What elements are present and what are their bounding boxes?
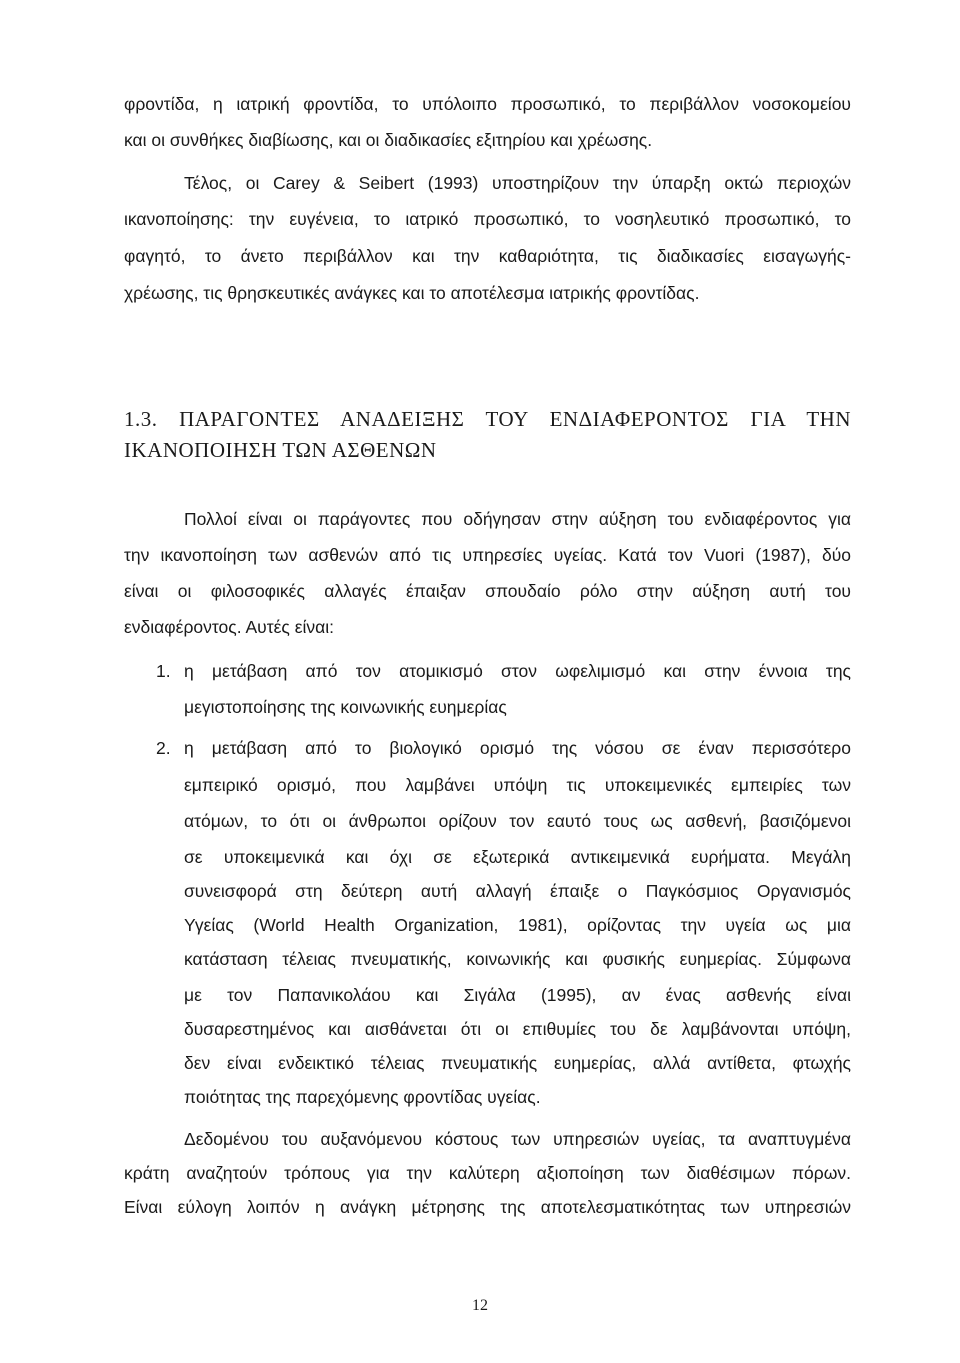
text-line: Δεδομένου του αυξανόμενου κόστους των υπηρεσιών υγείας, τα αναπτυγμένα [184,1129,851,1149]
text-line: ατόμων, το ότι οι άνθρωποι ορίζουν τον εαυτό τους ως ασθενή, βασιζόμενοι [184,811,851,831]
text-line: Πολλοί είναι οι παράγοντες που οδήγησαν στην αύξηση του ενδιαφέροντος για [184,509,851,529]
text-line: κράτη αναζητούν τρόπους για την καλύτερη αξιοποίηση των διαθέσιμων πόρων. [124,1163,851,1183]
text-line: εμπειρικό ορισμό, που λαμβάνει υπόψη τις υποκειμενικές εμπειρίες των [184,775,851,795]
text-line: την ικανοποίηση των ασθενών από τις υπηρεσίες υγείας. Κατά τον Vuori (1987), δύο [124,545,851,565]
text-line: η μετάβαση από το βιολογικό ορισμό της νόσου σε έναν περισσότερο [184,738,851,758]
text-line: Υγείας (World Health Organization, 1981), ορίζοντας την υγεία ως μια [184,915,851,935]
text-line: συνεισφορά στη δεύτερη αυτή αλλαγή έπαιξε ο Παγκόσμιος Οργανισμός [184,881,851,901]
text-line: χρέωσης, τις θρησκευτικές ανάγκες και το αποτέλεσμα ιατρικής φροντίδας. [124,283,700,303]
text-line: ποιότητας της παρεχόμενης φροντίδας υγείας. [184,1087,541,1107]
heading-line: 1.3. ΠΑΡΑΓΟΝΤΕΣ ΑΝΑΔΕΙΞΗΣ ΤΟΥ ΕΝΔΙΑΦΕΡΟΝΤΟΣ ΓΙΑ ΤΗΝ [124,407,851,431]
text-line: η μετάβαση από τον ατομικισμό στον ωφελιμισμό και στην έννοια της [184,661,851,681]
heading-line: ΙΚΑΝΟΠΟΙΗΣΗ ΤΩΝ ΑΣΘΕΝΩΝ [124,438,437,462]
page-number: 12 [472,1297,488,1314]
text-line: σε υποκειμενικά και όχι σε εξωτερικά αντικειμενικά ευρήματα. Μεγάλη [184,847,851,867]
text-line: μεγιστοποίησης της κοινωνικής ευημερίας [184,697,507,717]
text-line: φαγητό, το άνετο περιβάλλον και την καθαριότητα, τις διαδικασίες εισαγωγής- [124,246,851,266]
text-line: και οι συνθήκες διαβίωσης, και οι διαδικασίες εξιτηρίου και χρέωσης. [124,130,653,150]
text-line: είναι οι φιλοσοφικές αλλαγές έπαιξαν σπουδαίο ρόλο στην αύξηση αυτή του [124,581,851,601]
text-line: Είναι εύλογη λοιπόν η ανάγκη μέτρησης της αποτελεσματικότητας των υπηρεσιών [124,1197,851,1217]
text-line: δυσαρεστημένος και αισθάνεται ότι οι επιθυμίες του δε λαμβάνονται υπόψη, [184,1019,851,1039]
text-line: Τέλος, οι Carey & Seibert (1993) υποστηρίζουν την ύπαρξη οκτώ περιοχών [184,173,851,193]
list-number: 1. [156,661,171,681]
text-line: φροντίδα, η ιατρική φροντίδα, το υπόλοιπο προσωπικό, το περιβάλλον νοσοκομείου [124,94,851,114]
list-number: 2. [156,738,171,758]
text-line: με τον Παπανικολάου και Σιγάλα (1995), αν ένας ασθενής είναι [184,985,851,1005]
text-line: ικανοποίησης: την ευγένεια, το ιατρικό προσωπικό, το νοσηλευτικό προσωπικό, το [124,209,851,229]
text-line: δεν είναι ενδεικτικό τέλειας πνευματικής ευημερίας, αλλά αντίθετα, φτωχής [184,1053,851,1073]
text-line: ενδιαφέροντος. Αυτές είναι: [124,617,335,637]
text-line: κατάσταση τέλειας πνευματικής, κοινωνικής και φυσικής ευημερίας. Σύμφωνα [184,949,851,969]
